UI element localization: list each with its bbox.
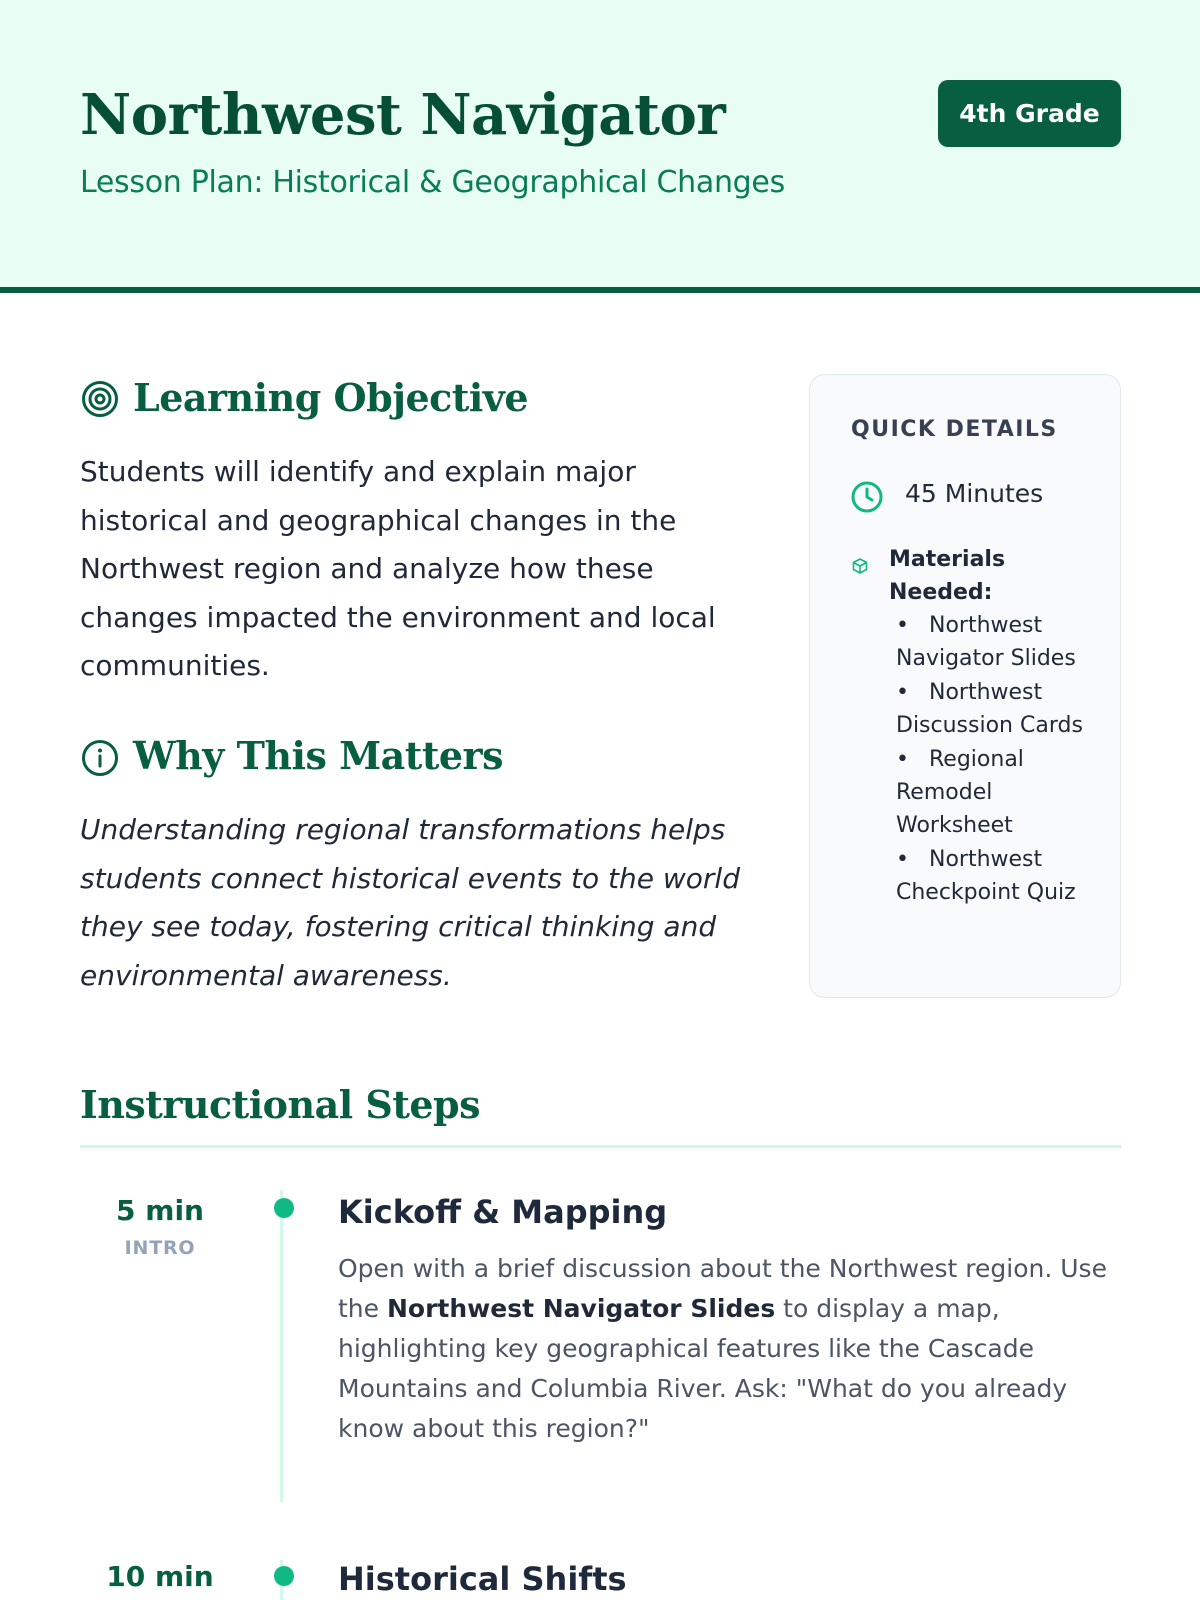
step-tag: INTRO [124,1237,196,1259]
objective-title: Learning Objective [133,375,529,420]
page-subtitle: Lesson Plan: Historical & Geographical Changes [80,165,785,200]
target-icon [81,380,119,418]
material-item: • Northwest Discussion Cards [896,676,1096,743]
page-header [0,0,1200,293]
timeline-line [280,1190,283,1502]
why-title: Why This Matters [133,733,503,778]
grade-badge: 4th Grade [938,80,1121,147]
why-text: Understanding regional transformations helps students connect historical events to the world they see today, fostering critical thinking and environmental awareness. [80,813,740,992]
clock-icon [850,480,884,514]
materials-label: Materials Needed: [889,547,1006,605]
material-item: • Northwest Checkpoint Quiz [896,843,1096,910]
info-icon [81,739,119,777]
step-title: Kickoff & Mapping [338,1193,668,1231]
step-time: 5 min [116,1194,204,1227]
page-title: Northwest Navigator [80,82,726,148]
box-icon [851,557,869,575]
steps-title: Instructional Steps [80,1082,481,1127]
duration-value: 45 Minutes [905,479,1044,508]
objective-text: Students will identify and explain major historical and geographical changes in the Northwest region and analyze how these changes impacted the environment and local communities. [80,455,716,682]
material-item: • Northwest Navigator Slides [896,609,1096,676]
step-highlight: Northwest Navigator Slides [386,1294,776,1323]
step-description: Open with a brief discussion about the Northwest region. Use the Northwest Navigator Slides to display a map, highlighting key geographical features like the Cascade Mountains and Columbia River. Ask: "What do you already know about this region?" [338,1254,1107,1443]
quick-details-card [809,374,1121,998]
step-title: Historical Shifts [338,1560,627,1598]
timeline-dot [274,1198,294,1218]
material-item: • Regional Remodel Worksheet [896,743,1096,843]
step-time: 10 min [106,1560,214,1593]
timeline-dot [274,1566,294,1586]
quick-details-title: QUICK DETAILS [851,417,1058,442]
steps-divider [80,1145,1121,1148]
materials-list [896,609,1096,910]
